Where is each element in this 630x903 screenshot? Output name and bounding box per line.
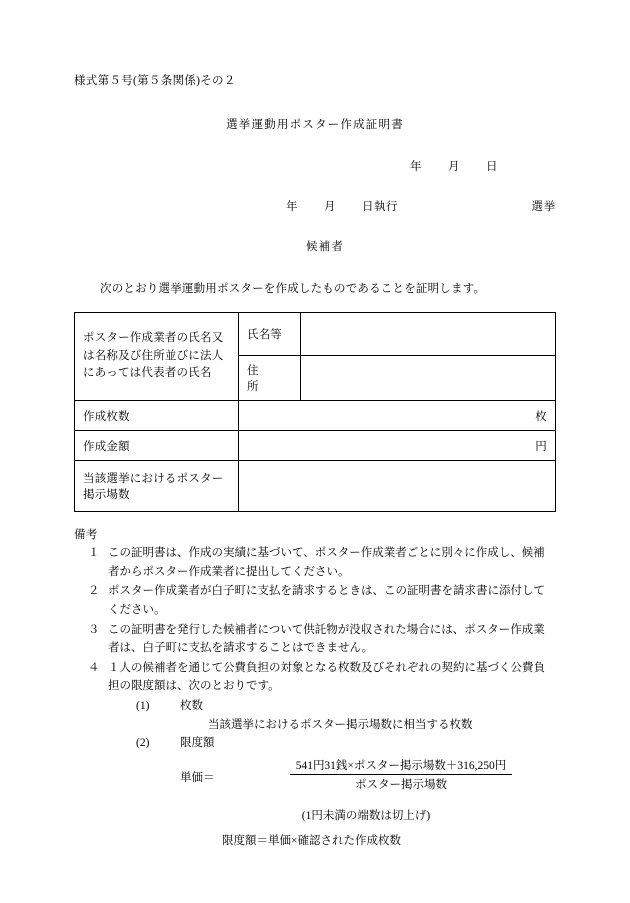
row-label-amount: 作成金額 [75,431,239,461]
row-value-quantity[interactable]: 枚 [239,401,556,431]
table-row [75,461,556,512]
election-year: 年 [286,201,298,213]
statement-text: 次のとおり選挙運動用ポスターを作成したものであることを証明します。 [100,283,486,295]
election-day-exec: 日執行 [362,201,398,213]
subitem-label: 枚数 [180,700,203,712]
formula-denominator: ポスター掲示場数 [355,778,447,791]
list-item [74,544,556,581]
subitem-label: 限度額 [180,737,215,750]
date-day: 日 [486,161,498,173]
row-label-vendor: ポスター作成業者の氏名又は名称及び住所並びに法人にあっては代表者の氏名 [75,313,239,401]
list-item [74,582,556,619]
date-month: 月 [448,161,460,173]
row-sublabel-address: 住 所 [239,356,301,401]
row-label-boards: 当該選挙におけるポスター掲示場数 [75,461,239,512]
row-value-amount[interactable]: 円 [239,431,556,461]
unit-price-formula [136,755,556,801]
table-row [75,313,556,356]
date-year: 年 [410,161,422,173]
note-text: この証明書を発行した候補者について供託物が没収された場合には、ポスター作成業者は、白子町に支払を請求することはできません。 [108,623,545,655]
subitem-number: (1) [136,700,150,712]
row-value-address[interactable] [301,356,556,401]
note-number: １ [88,547,100,559]
election-label: 選挙 [531,201,556,213]
list-item [136,734,556,753]
table-row [75,401,556,431]
notes-list [74,544,556,850]
document-title: 選挙運動用ポスター作成証明書 [226,119,404,131]
form-number: 様式第５号(第５条関係)その２ [74,75,236,87]
rounding-note: (1円未満の端数は切上げ) [301,809,431,822]
note-subitems [108,697,556,850]
note-number: ３ [88,623,100,636]
note-text: ポスター作成業者が白子町に支払を請求するときは、この証明書を請求書に添付してください。 [108,585,545,616]
election-line [74,198,556,214]
list-item [74,621,556,658]
date-line [74,158,556,174]
row-value-boards[interactable] [239,461,556,512]
limit-formula: 限度額＝単価×確認された作成枚数 [222,834,401,847]
list-item [136,697,556,716]
election-month: 月 [324,201,336,213]
formula-numerator: 541円31銭×ポスター掲示場数＋316,250円 [290,760,513,775]
subitem-detail: 当該選挙におけるポスター掲示場数に相当する枚数 [208,718,473,731]
row-label-quantity: 作成枚数 [75,401,239,431]
note-number: ４ [88,661,100,674]
note-number: ２ [88,585,100,598]
certificate-table [74,312,556,512]
election-exec-date [286,198,398,214]
notes-heading: 備考 [74,529,98,541]
candidate-label: 候補者 [305,241,345,253]
subitem-number: (2) [136,737,150,750]
formula-fraction [246,757,556,794]
row-sublabel-name: 氏名等 [239,313,301,356]
note-text: １人の候補者を通じて公費負担の対象となる枚数及びそれぞれの契約に基づく公費負担の限度額は、次のとおりです。 [108,661,545,693]
row-value-name[interactable] [301,313,556,356]
note-text: この証明書は、作成の実績に基づいて、ポスター作成業者ごとに別々に作成し、候補者からポスター作成業者に提出してください。 [108,547,545,578]
list-item [74,659,556,850]
formula-lhs: 単価＝ [180,771,215,784]
table-row [75,431,556,461]
